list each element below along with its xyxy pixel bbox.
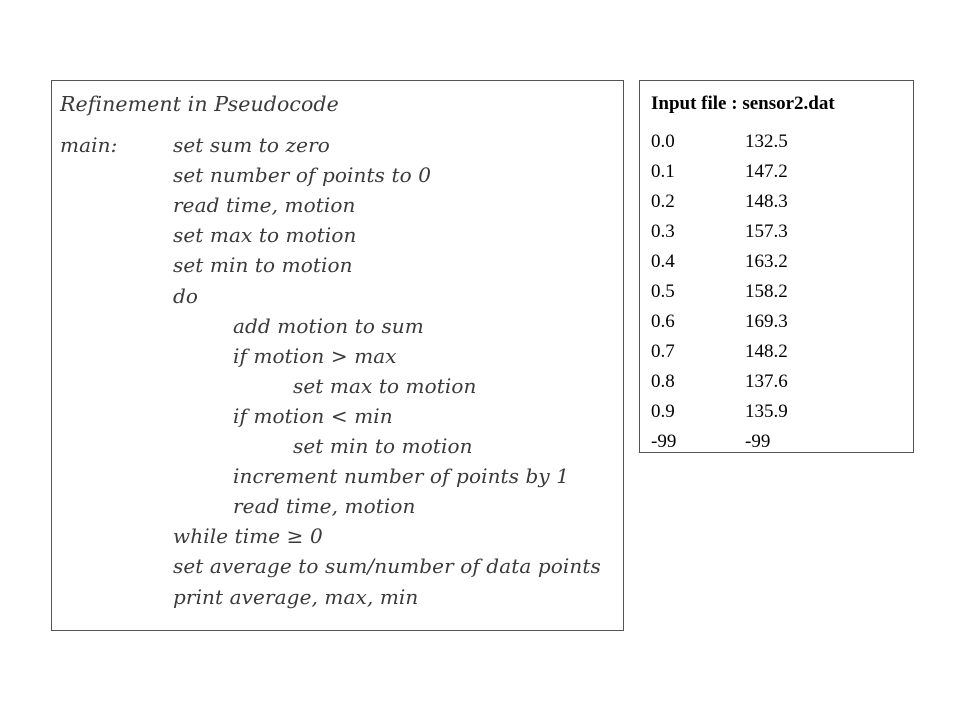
motion-value: -99 [745,431,771,452]
time-value: 0.1 [651,161,675,182]
motion-value: 137.6 [745,371,788,392]
pseudocode-line: if motion > max [233,343,397,368]
input-file-title: Input file : sensor2.dat [651,93,835,114]
pseudocode-line: print average, max, min [173,584,419,609]
time-value: -99 [651,431,677,452]
time-value: 0.5 [651,281,675,302]
pseudocode-line: set max to motion [293,373,477,398]
motion-value: 147.2 [745,161,788,182]
motion-value: 148.3 [745,191,788,212]
time-value: 0.0 [651,131,675,152]
pseudocode-panel [51,80,624,631]
pseudocode-line: increment number of points by 1 [233,464,570,489]
pseudocode-line: add motion to sum [233,313,424,338]
pseudocode-line: if motion < min [233,403,393,428]
pseudocode-line: set min to motion [293,434,473,458]
time-value: 0.3 [651,221,675,242]
pseudocode-main-label: main: [60,133,118,157]
pseudocode-line: set number of points to 0 [173,163,432,188]
time-value: 0.2 [651,191,675,212]
pseudocode-line: read time, motion [233,494,416,519]
time-value: 0.4 [651,251,675,272]
pseudocode-line: while time ≥ 0 [173,524,323,549]
motion-value: 148.2 [745,341,788,362]
motion-value: 132.5 [745,131,788,152]
motion-value: 158.2 [745,281,788,302]
motion-value: 157.3 [745,221,788,242]
input-file-panel [639,80,914,453]
pseudocode-line: read time, motion [173,193,356,218]
pseudocode-title: Refinement in Pseudocode [60,92,339,116]
pseudocode-line: set average to sum/number of data points [173,554,601,579]
pseudocode-line: set min to motion [173,253,353,278]
time-value: 0.8 [651,371,675,392]
time-value: 0.6 [651,311,675,332]
time-value: 0.7 [651,341,675,362]
motion-value: 163.2 [745,251,788,272]
motion-value: 169.3 [745,311,788,332]
pseudocode-line: set max to motion [173,223,357,248]
pseudocode-line: do [173,283,199,308]
time-value: 0.9 [651,401,675,422]
pseudocode-line: set sum to zero [173,133,330,157]
motion-value: 135.9 [745,401,788,422]
